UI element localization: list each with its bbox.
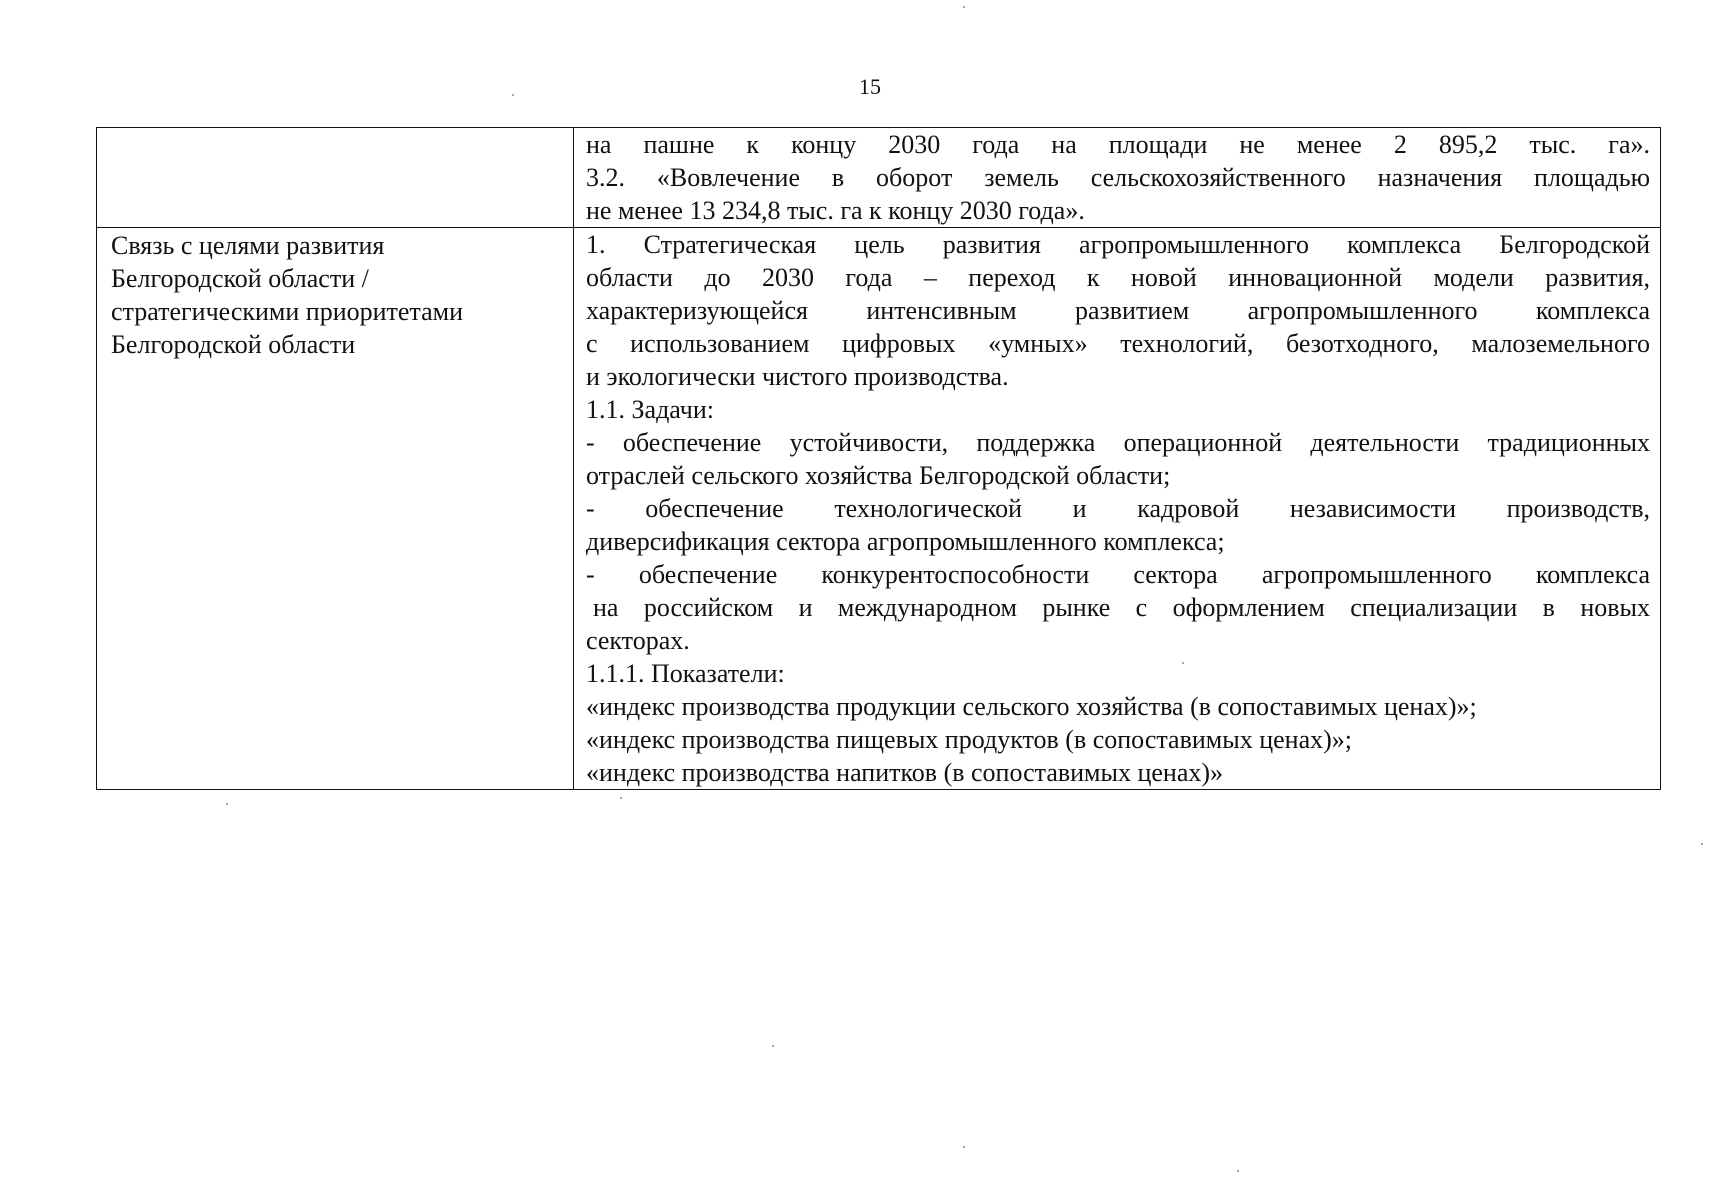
row1-line-2: 3.2. «Вовлечение в оборот земель сельскохозяйственного назначения площадью [586, 163, 1650, 192]
task-1-line-2: отраслей сельского хозяйства Белгородской области; [586, 461, 1171, 490]
row1-line-3: не менее 13 234,8 тыс. га к концу 2030 года». [586, 196, 1085, 225]
row1-left-cell [97, 128, 574, 228]
table-row [97, 228, 1661, 790]
scan-speck [963, 1146, 965, 1148]
task-1-line-1: - обеспечение устойчивости, поддержка операционной деятельности традиционных [586, 428, 1650, 457]
goal-line-1: 1. Стратегическая цель развития агропромышленного комплекса Белгородской [586, 230, 1650, 259]
passport-table [96, 127, 1661, 790]
task-3-line-2: на российском и международном рынке с оформлением специализации в новых [593, 593, 1650, 622]
goal-line-3: характеризующейся интенсивным развитием агропромышленного комплекса [586, 296, 1650, 325]
goal-line-5: и экологически чистого производства. [586, 362, 1009, 391]
row2-right-cell [574, 228, 1661, 790]
row2-left-line-4: Белгородской области [111, 330, 356, 359]
scan-speck [1701, 843, 1703, 845]
goal-line-2: области до 2030 года – переход к новой инновационной модели развития, [586, 263, 1650, 292]
scan-speck [772, 1045, 774, 1047]
task-2-line-2: диверсификация сектора агропромышленного комплекса; [586, 527, 1225, 556]
row2-left-line-2: Белгородской области / [111, 264, 369, 293]
task-3-line-3: секторах. [586, 626, 690, 655]
tasks-heading: 1.1. Задачи: [586, 395, 715, 424]
indicator-2: «индекс производства пищевых продуктов (в сопоставимых ценах)»; [586, 725, 1352, 754]
indicators-heading: 1.1.1. Показатели: [586, 659, 785, 688]
row2-left-line-1: Связь с целями развития [111, 231, 385, 260]
goal-line-4: с использованием цифровых «умных» технологий, безотходного, малоземельного [586, 329, 1650, 358]
task-2-line-1: - обеспечение технологической и кадровой независимости производств, [586, 494, 1650, 523]
table-row [97, 128, 1661, 228]
scan-speck [1237, 1170, 1239, 1172]
scan-speck [963, 6, 965, 8]
task-3-line-1: - обеспечение конкурентоспособности сектора агропромышленного комплекса [586, 560, 1650, 589]
row2-left-line-3: стратегическими приоритетами [111, 297, 464, 326]
scan-speck [512, 94, 514, 96]
scan-speck [620, 797, 622, 799]
indicator-1: «индекс производства продукции сельского хозяйства (в сопоставимых ценах)»; [586, 692, 1477, 721]
row1-line-1: на пашне к концу 2030 года на площади не менее 2 895,2 тыс. га». [586, 130, 1650, 159]
page-number: 15 [859, 74, 881, 99]
indicator-3: «индекс производства напитков (в сопоставимых ценах)» [586, 758, 1224, 787]
scan-speck [1182, 662, 1184, 664]
row2-left-cell [97, 228, 574, 790]
row1-right-cell [574, 128, 1661, 228]
scan-speck [226, 803, 228, 805]
